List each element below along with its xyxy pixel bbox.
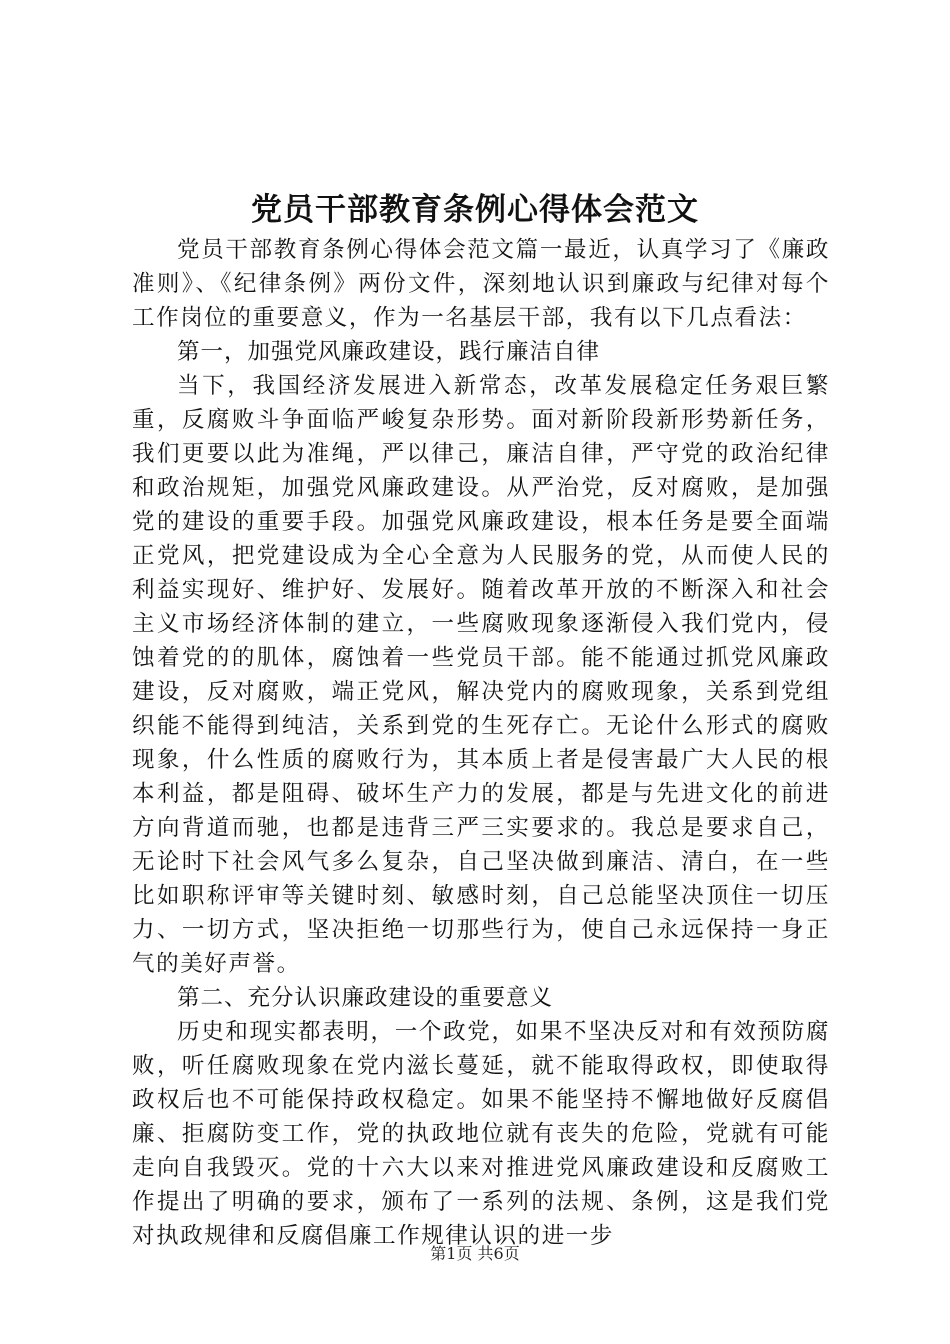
paragraph-section-2: 历史和现实都表明，一个政党，如果不坚决反对和有效预防腐败，听任腐败现象在党内滋长蔓延，就不能取得政权，即使取得政权后也不可能保持政权稳定。如果不能坚持不懈地做好反腐倡廉、拒腐防变工作，党的执政地位就有丧失的危险，党就有可能走向自我毁灭。党的十六大以来对推进党风廉政建设和反腐败工作提出了明确的要求，颁布了一系列的法规、条例，这是我们党对执政规律和反腐倡廉工作规律认识的进一步 xyxy=(132,1019,830,1249)
page-footer: 第1页 共6页 xyxy=(430,1244,520,1263)
section-heading-2: 第二、充分认识廉政建设的重要意义 xyxy=(177,985,554,1011)
section-heading-1: 第一，加强党风廉政建设，践行廉洁自律 xyxy=(177,339,601,365)
page-title: 党员干部教育条例心得体会范文 xyxy=(251,192,699,228)
paragraph-section-1: 当下，我国经济发展进入新常态，改革发展稳定任务艰巨繁重，反腐败斗争面临严峻复杂形势。面对新阶段新形势新任务，我们更要以此为准绳，严以律己，廉洁自律，严守党的政治纪律和政治规矩，加强党风廉政建设。从严治党，反对腐败，是加强党的建设的重要手段。加强党风廉政建设，根本任务是要全面端正党风，把党建设成为全心全意为人民服务的党，从而使人民的利益实现好、维护好、发展好。随着改革开放的不断深入和社会主义市场经济体制的建立，一些腐败现象逐渐侵入我们党内，侵蚀着党的的肌体，腐蚀着一些党员干部。能不能通过抓党风廉政建设，反对腐败，端正党风，解决党内的腐败现象，关系到党组织能不能得到纯洁，关系到党的生死存亡。无论什么形式的腐败现象，什么性质的腐败行为，其本质上者是侵害最广大人民的根本利益，都是阻碍、破坏生产力的发展，都是与先进文化的前进方向背道而驰，也都是违背三严三实要求的。我总是要求自己，无论时下社会风气多么复杂，自己坚决做到廉洁、清白，在一些比如职称评审等关键时刻、敏感时刻，自己总能坚决顶住一切压力、一切方式，坚决拒绝一切那些行为，使自己永远保持一身正气的美好声誉。 xyxy=(132,373,830,977)
document-body xyxy=(132,233,830,1253)
paragraph-intro: 党员干部教育条例心得体会范文篇一最近，认真学习了《廉政准则》、《纪律条例》两份文件，深刻地认识到廉政与纪律对每个工作岗位的重要意义，作为一名基层干部，我有以下几点看法： xyxy=(132,237,830,331)
